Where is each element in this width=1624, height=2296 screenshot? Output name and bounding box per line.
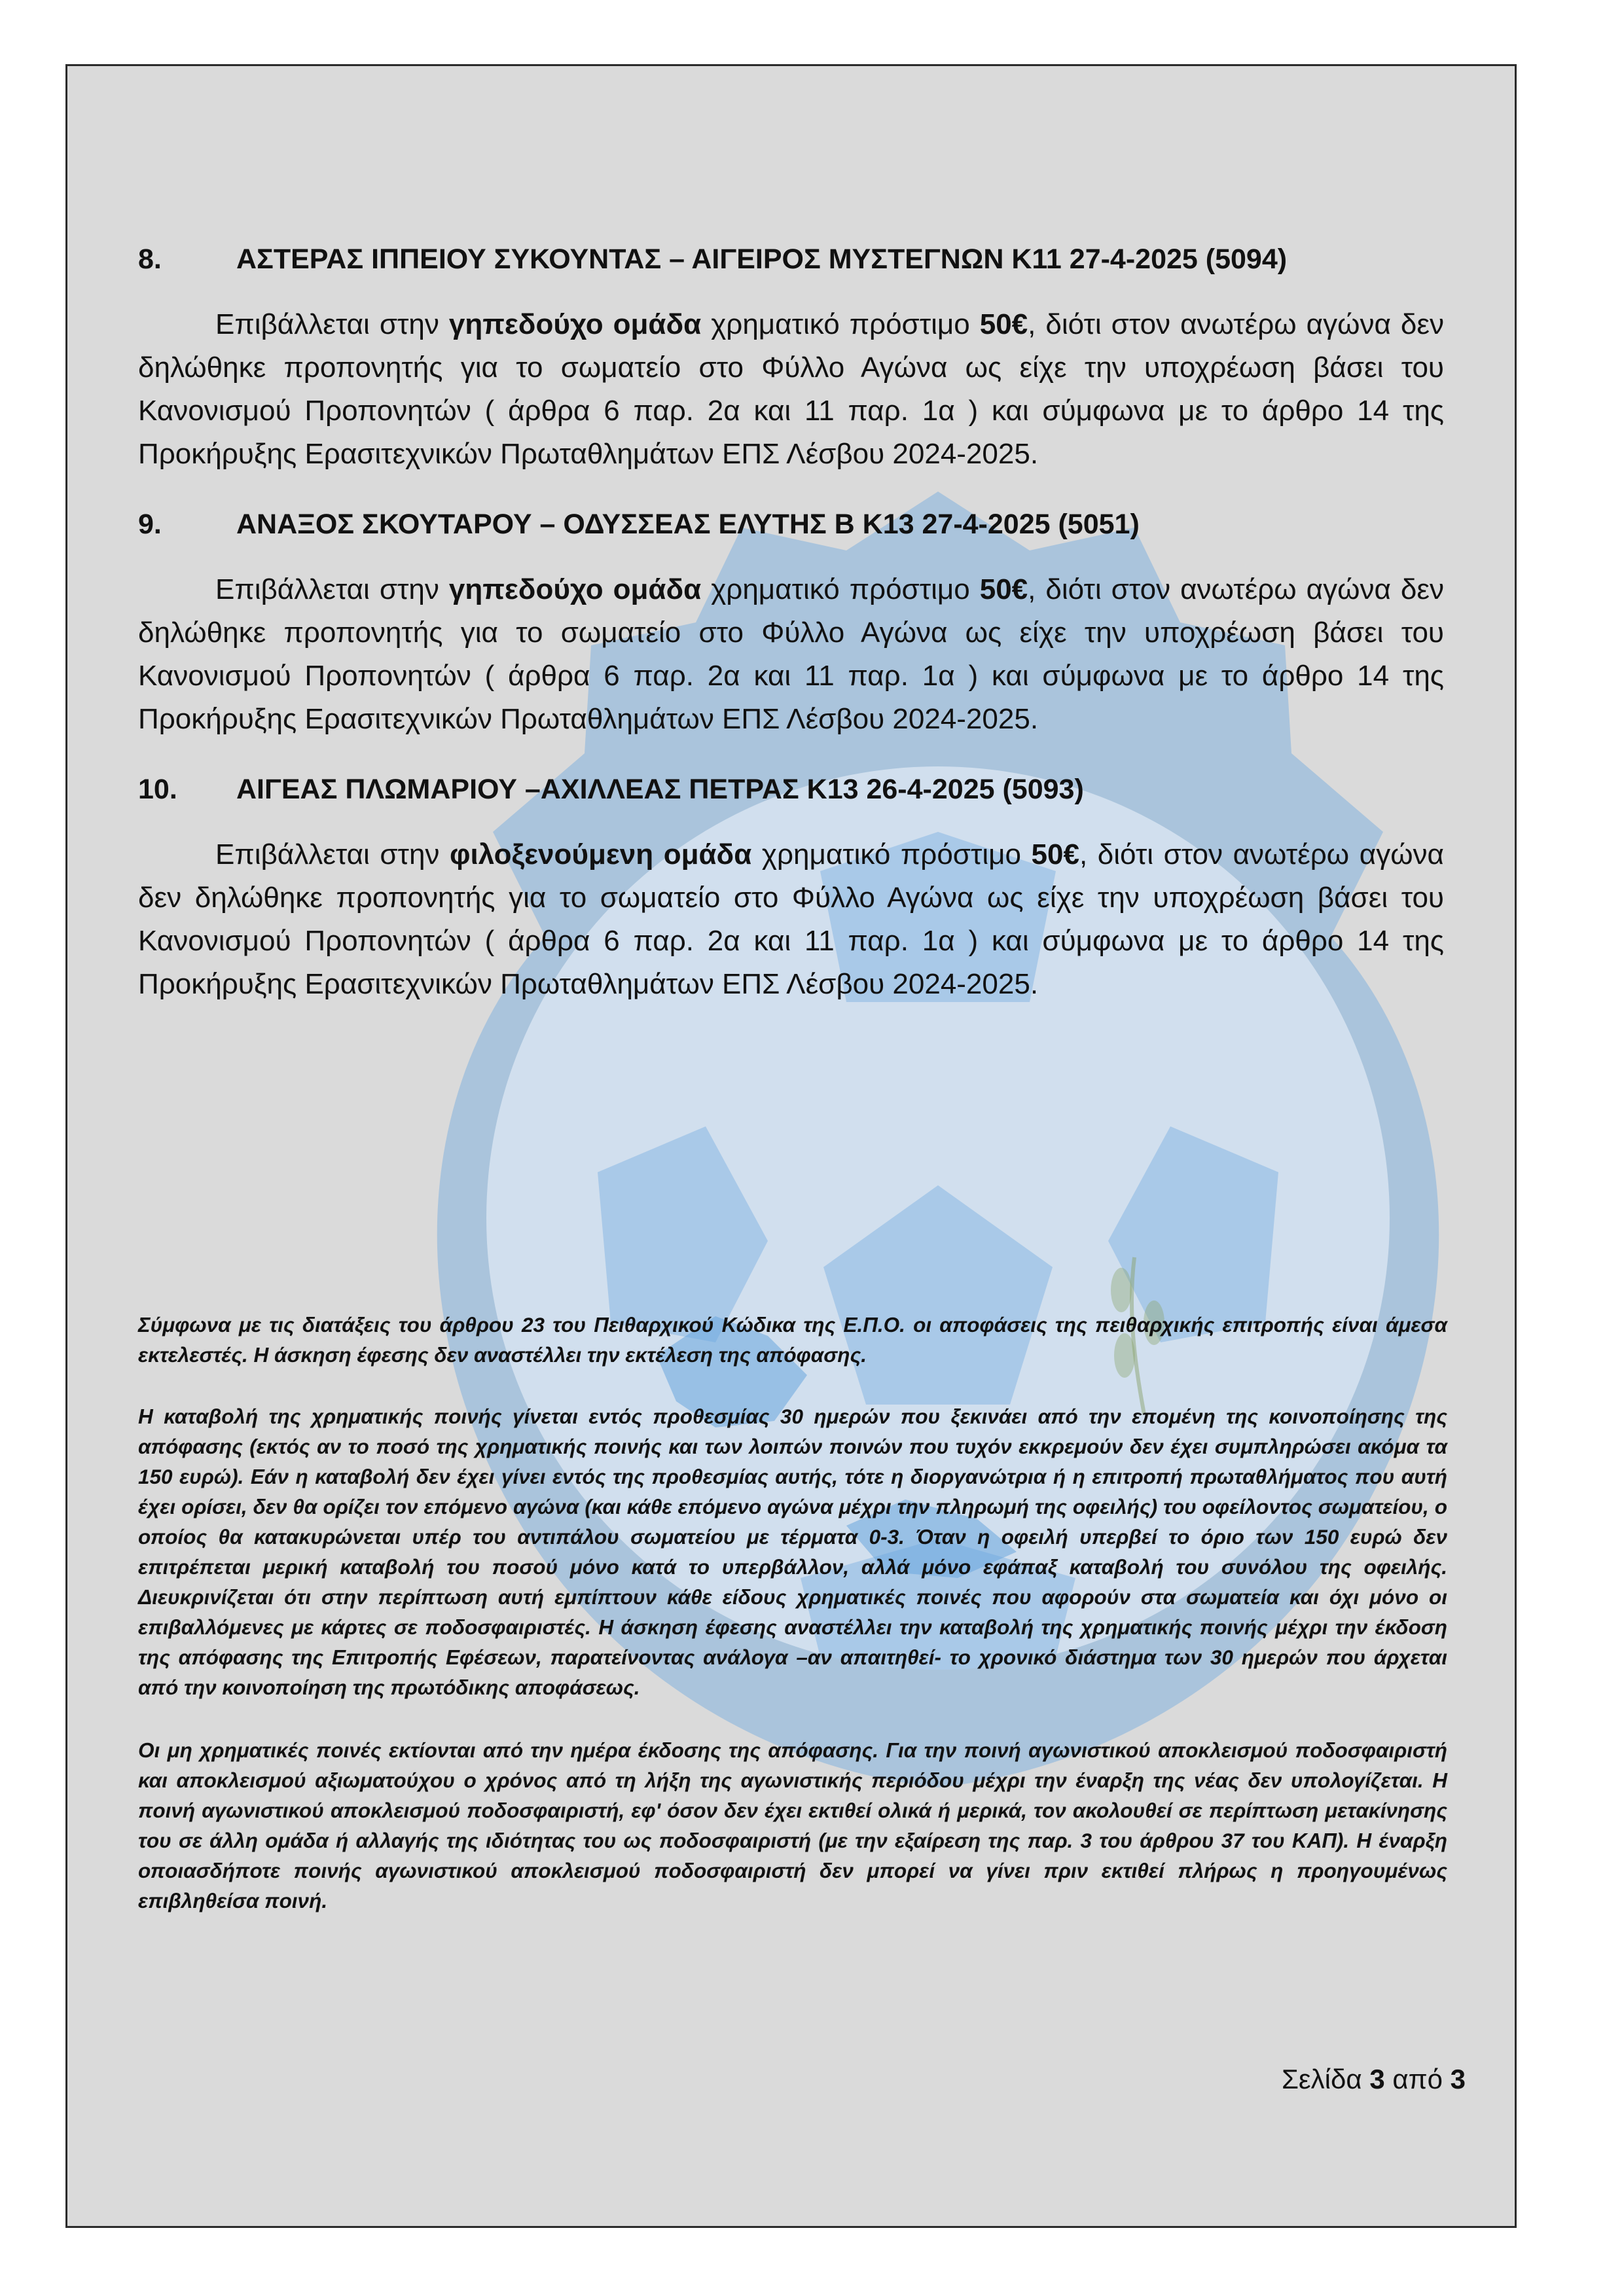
section-number: 10. (138, 774, 177, 805)
penalized-team: γηπεδούχο ομάδα (448, 308, 702, 340)
section-number: 9. (138, 509, 162, 540)
note-non-monetary-penalties: Οι μη χρηματικές ποινές εκτίονται από την ημέρα έκδοσης της απόφασης. Για την ποινή αγωνιστικού αποκλεισμού ποδοσφαιριστή και αποκλεισμού αξιωματούχου ο χρόνος από τη λήξη της αγωνιστικής περιόδου μέχρι την έναρξη της νέας δεν υπολογίζεται. Η ποινή αγωνιστικού αποκλεισμού ποδοσφαιριστή, εφ' όσον δεν έχει εκτιθεί ολικά ή μερικά, τον ακολουθεί σε περίπτωση μετακίνησης του σε άλλη ομάδα ή αλλαγής της ιδιότητας του ως ποδοσφαιριστή (με την εξαίρεση της παρ. 3 του άρθρου 37 του ΚΑΠ). Η έναρξη οποιασδήποτε ποινής αγωνιστικού αποκλεισμού ποδοσφαιριστή δεν μπορεί να γίνει πριν εκτιθεί πλήρως η προηγουμένως επιβληθείσα ποινή. (138, 1738, 1447, 1912)
document-page (65, 64, 1517, 2228)
body-text: Επιβάλλεται στην (215, 838, 450, 870)
fine-amount: 50€ (1031, 838, 1079, 870)
note-immediate-enforcement: Σύμφωνα με τις διατάξεις του άρθρου 23 του Πειθαρχικού Κώδικα της Ε.Π.Ο. οι αποφάσεις της πειθαρχικής επιτροπής είναι άμεσα εκτελεστές. Η άσκηση έφεσης δεν αναστέλλει την εκτέλεση της απόφασης. (138, 1313, 1447, 1367)
body-text: Επιβάλλεται στην (215, 573, 449, 605)
section-heading-8 (138, 240, 1444, 279)
body-text: , διότι στον ανωτέρω αγώνα δεν δηλώθηκε προπονητής για το σωματείο στο Φύλλο Αγώνα ως είχε την υποχρέωση βάσει του Κανονισμού Προπονητών ( άρθρα 6 παρ. 2α και 11 παρ. 1α ) και σύμφωνα με το άρθρο 14 της Προκήρυξης Ερασιτεχνικών Πρωταθλημάτων ΕΠΣ Λέσβου 2024-2025. (138, 838, 1444, 1000)
body-text: , διότι στον ανωτέρω αγώνα δεν δηλώθηκε προπονητής για το σωματείο στο Φύλλο Αγώνα ως είχε την υποχρέωση βάσει του Κανονισμού Προπονητών ( άρθρα 6 παρ. 2α και 11 παρ. 1α ) και σύμφωνα με το άρθρο 14 της Προκήρυξης Ερασιτεχνικών Πρωταθλημάτων ΕΠΣ Λέσβου 2024-2025. (138, 573, 1445, 735)
page-current: 3 (1369, 2064, 1385, 2094)
section-body-8 (138, 303, 1444, 476)
body-text: , διότι στον ανωτέρω αγώνα δεν δηλώθηκε προπονητής για το σωματείο στο Φύλλο Αγώνα ως είχε την υποχρέωση βάσει του Κανονισμού Προπονητών ( άρθρα 6 παρ. 2α και 11 παρ. 1α ) και σύμφωνα με το άρθρο 14 της Προκήρυξης Ερασιτεχνικών Πρωταθλημάτων ΕΠΣ Λέσβου 2024-2025. (138, 308, 1445, 470)
penalized-team: γηπεδούχο ομάδα (448, 573, 702, 605)
body-text: χρηματικό πρόστιμο (751, 838, 1032, 870)
fine-amount: 50€ (979, 573, 1028, 605)
section-body-10 (138, 833, 1444, 1006)
section-heading-10 (138, 770, 1444, 809)
section-title: ΑΙΓΕΑΣ ΠΛΩΜΑΡΙΟΥ –ΑΧΙΛΛΕΑΣ ΠΕΤΡΑΣ Κ13 26-4-2025 (5093) (236, 774, 1084, 805)
page-total: 3 (1450, 2064, 1466, 2094)
body-text: Επιβάλλεται στην (215, 308, 449, 340)
section-heading-9 (138, 505, 1444, 544)
page-number (1282, 2064, 1466, 2095)
section-body-9 (138, 568, 1444, 741)
page-of-label: από (1392, 2064, 1443, 2094)
section-title: ΑΝΑΞΟΣ ΣΚΟΥΤΑΡΟΥ – ΟΔΥΣΣΕΑΣ ΕΛΥΤΗΣ Β Κ13 27-4-2025 (5051) (236, 509, 1140, 540)
fine-amount: 50€ (979, 308, 1028, 340)
body-text: χρηματικό πρόστιμο (701, 308, 980, 340)
page-label: Σελίδα (1281, 2064, 1362, 2094)
body-text: χρηματικό πρόστιμο (701, 573, 980, 605)
section-title: ΑΣΤΕΡΑΣ ΙΠΠΕΙΟΥ ΣΥΚΟΥΝΤΑΣ – ΑΙΓΕΙΡΟΣ ΜΥΣΤΕΓΝΩΝ Κ11 27-4-2025 (5094) (236, 243, 1288, 275)
note-fine-payment: Η καταβολή της χρηματικής ποινής γίνεται εντός προθεσμίας 30 ημερών που ξεκινάει από την επομένη της κοινοποίησης της απόφασης (εκτός αν το ποσό της χρηματικής ποινής και των λοιπών ποινών που τυχόν εκκρεμούν δεν έχει συμπληρώσει ακόμα τα 150 ευρώ). Εάν η καταβολή δεν έχει γίνει εντός της προθεσμίας αυτής, τότε η διοργανώτρια ή η επιτροπή πρωταθλήματος που αυτή έχει ορίσει, δεν θα ορίζει τον επόμενο αγώνα (και κάθε επόμενο αγώνα μέχρι την πληρωμή της οφειλής) του οφείλοντος σωματείου, ο οποίος θα κατακυρώνεται υπέρ του αντιπάλου σωματείου με τέρματα 0-3. Όταν η οφειλή υπερβεί το όριο των 150 ευρώ δεν επιτρέπεται μερική καταβολή του ποσού μόνο κατά το υπερβάλλον, αλλά μόνο εφάπαξ καταβολή του συνόλου της οφειλής. Διευκρινίζεται ότι στην περίπτωση αυτή εμπίπτουν κάθε είδους χρηματικές ποινές που αφορούν στα σωματεία και όχι μόνο οι επιβαλλόμενες με κάρτες σε ποδοσφαιριστές. Η άσκηση έφεσης αναστέλλει την καταβολή της χρηματικής ποινής μέχρι την έκδοση της απόφασης της Επιτροπής Εφέσεων, παρατείνοντας ανάλογα –αν απαιτηθεί- το χρονικό διάστημα των 30 ημερών που άρχεται από την κοινοποίηση της πρωτόδικης αποφάσεως. (138, 1405, 1447, 1699)
penalized-team: φιλοξενούμενη ομάδα (450, 838, 752, 870)
section-number: 8. (138, 243, 162, 275)
